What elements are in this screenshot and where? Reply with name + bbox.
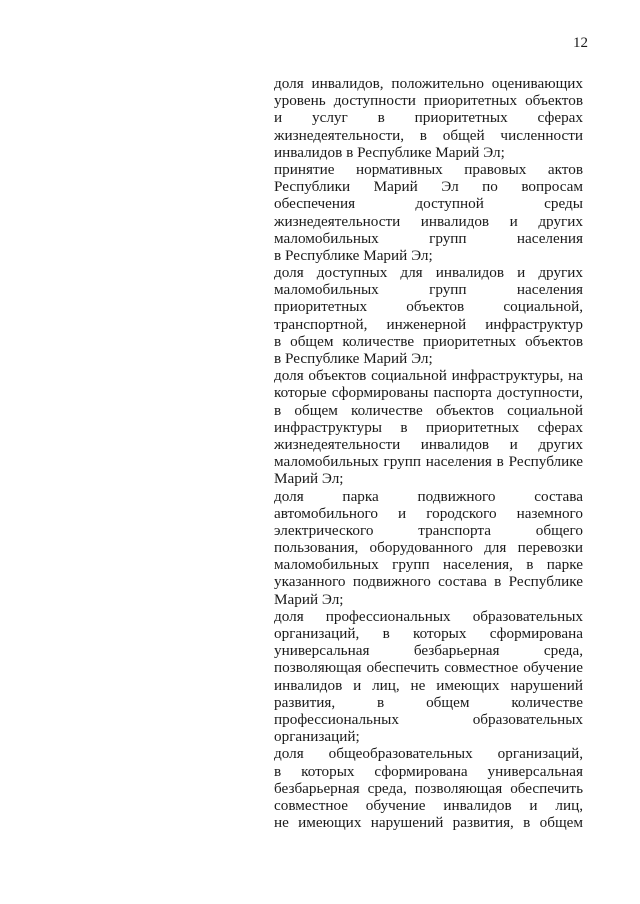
page-number: 12 — [573, 35, 588, 51]
text-line: в Республике Марий Эл; — [274, 246, 433, 264]
text-line: инфраструктуры в приоритетных сферах — [274, 418, 583, 436]
text-line: Марий Эл; — [274, 470, 344, 488]
text-line: маломобильных групп населения — [274, 229, 583, 247]
text-line: в которых сформирована универсальная — [274, 762, 583, 780]
text-line: доля парка подвижного состава — [274, 487, 583, 505]
text-line: развития, в общем количестве — [274, 693, 583, 711]
text-line: доля профессиональных образовательных — [274, 607, 583, 625]
text-line: универсальная безбарьерная среда, — [274, 642, 583, 660]
text-line: принятие нормативных правовых актов — [274, 160, 583, 178]
text-line: доля общеобразовательных организаций, — [274, 745, 583, 763]
text-line: маломобильных групп населения, в парке — [274, 556, 583, 574]
text-line: Марий Эл; — [274, 590, 344, 608]
text-line: и услуг в приоритетных сферах — [274, 109, 583, 127]
text-line: автомобильного и городского наземного — [274, 504, 583, 522]
text-line: инвалидов и лиц, не имеющих нарушений — [274, 676, 583, 694]
text-line: организаций, в которых сформирована — [274, 625, 583, 642]
text-line: которые сформированы паспорта доступности, — [274, 384, 583, 402]
text-line: транспортной, инженерной инфраструктур — [274, 315, 583, 333]
text-line: позволяющая обеспечить совместное обучение — [274, 659, 583, 677]
body-text — [274, 75, 583, 831]
text-line: обеспечения доступной среды — [274, 195, 583, 213]
text-line: безбарьерная среда, позволяющая обеспечить — [274, 779, 583, 797]
text-line: организаций; — [274, 728, 360, 746]
text-line: в Республике Марий Эл; — [274, 350, 433, 367]
text-line: доля доступных для инвалидов и других — [274, 264, 583, 282]
text-line: пользования, оборудованного для перевозки — [274, 539, 583, 557]
text-line: маломобильных групп населения в Республике — [274, 453, 583, 471]
text-line: совместное обучение инвалидов и лиц, — [274, 796, 583, 814]
text-line: жизнедеятельности, в общей численности — [274, 126, 583, 144]
text-line: в общем количестве приоритетных объектов — [274, 332, 583, 350]
text-line: маломобильных групп населения — [274, 281, 583, 299]
text-line: указанного подвижного состава в Республике — [274, 573, 583, 591]
text-line: доля объектов социальной инфраструктуры, на — [274, 367, 583, 385]
text-line: электрического транспорта общего — [274, 521, 583, 539]
text-line: инвалидов в Республике Марий Эл; — [274, 143, 505, 161]
text-line: доля инвалидов, положительно оценивающих — [274, 75, 583, 92]
text-line: приоритетных объектов социальной, — [274, 298, 583, 316]
text-line: профессиональных образовательных — [274, 710, 583, 728]
text-line: в общем количестве объектов социальной — [274, 401, 583, 419]
text-line: жизнедеятельности инвалидов и других — [274, 435, 583, 453]
text-line: не имеющих нарушений развития, в общем — [274, 814, 583, 832]
text-line: Республики Марий Эл по вопросам — [274, 178, 583, 196]
text-line: уровень доступности приоритетных объектов — [274, 92, 583, 110]
text-line: жизнедеятельности инвалидов и других — [274, 212, 583, 230]
